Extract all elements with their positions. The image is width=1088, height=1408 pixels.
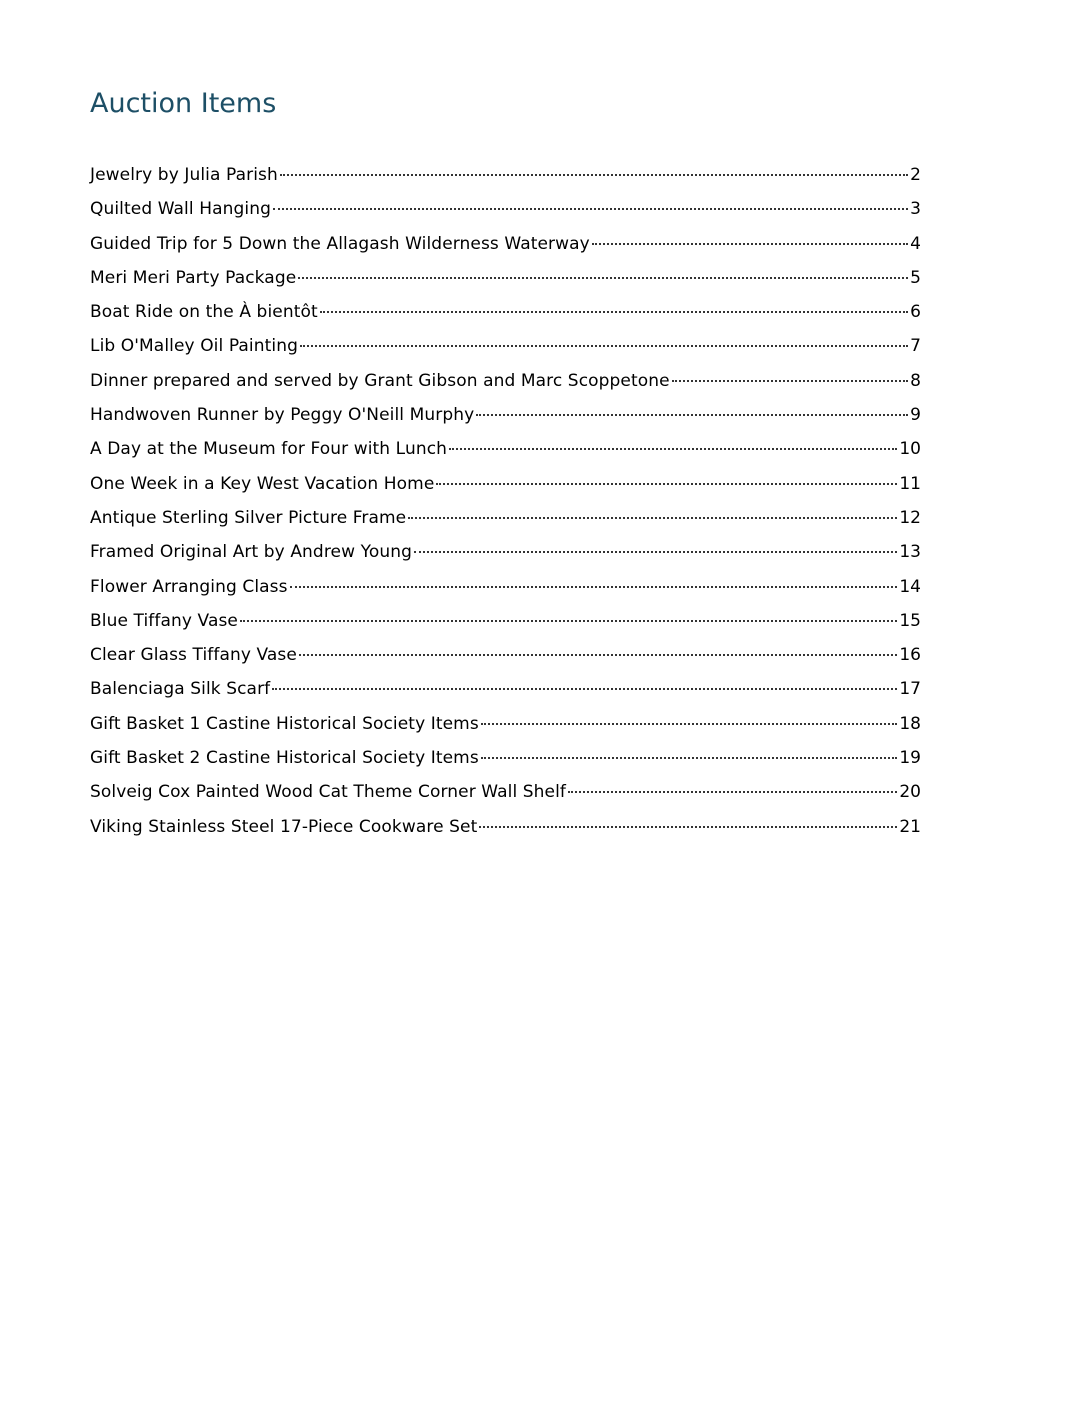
toc-entry-page-number: 19 xyxy=(899,748,921,769)
dot-leader xyxy=(672,379,908,382)
dot-leader xyxy=(568,790,897,793)
toc-entry-page-number: 5 xyxy=(910,267,921,288)
table-of-contents xyxy=(90,158,921,844)
toc-entry-label: Viking Stainless Steel 17-Piece Cookware Set xyxy=(90,816,478,837)
toc-entry-label: Solveig Cox Painted Wood Cat Theme Corner Wall Shelf xyxy=(90,782,567,803)
dot-leader xyxy=(320,310,908,313)
toc-entry-label: Jewelry by Julia Parish xyxy=(90,165,278,185)
toc-entry-page-number: 7 xyxy=(910,336,921,357)
toc-entry-page-number: 15 xyxy=(899,610,921,631)
dot-leader xyxy=(272,687,897,690)
dot-leader xyxy=(592,242,908,245)
toc-entry[interactable] xyxy=(90,158,921,192)
page-title: Auction Items xyxy=(90,88,277,119)
toc-entry-label: Antique Sterling Silver Picture Frame xyxy=(90,507,407,528)
dot-leader xyxy=(414,550,897,553)
toc-entry-page-number: 2 xyxy=(910,165,921,185)
toc-entry-page-number: 18 xyxy=(899,713,921,734)
toc-entry[interactable] xyxy=(90,570,921,604)
toc-entry-label: Framed Original Art by Andrew Young xyxy=(90,542,412,563)
toc-entry[interactable] xyxy=(90,604,921,638)
toc-entry[interactable] xyxy=(90,467,921,501)
toc-entry[interactable] xyxy=(90,329,921,363)
toc-entry[interactable] xyxy=(90,295,921,329)
toc-entry[interactable] xyxy=(90,501,921,535)
toc-entry-page-number: 9 xyxy=(910,405,921,426)
toc-entry-page-number: 14 xyxy=(899,576,921,597)
toc-entry[interactable] xyxy=(90,535,921,569)
toc-entry[interactable] xyxy=(90,741,921,775)
toc-entry-page-number: 3 xyxy=(910,199,921,220)
dot-leader xyxy=(481,756,898,759)
toc-entry-page-number: 8 xyxy=(910,370,921,391)
toc-entry-label: Dinner prepared and served by Grant Gibson and Marc Scoppetone xyxy=(90,370,670,391)
dot-leader xyxy=(300,344,908,347)
toc-entry[interactable] xyxy=(90,398,921,432)
toc-entry-label: Flower Arranging Class xyxy=(90,576,288,597)
dot-leader xyxy=(290,585,898,588)
toc-entry[interactable] xyxy=(90,192,921,226)
dot-leader xyxy=(298,276,908,279)
toc-entry-page-number: 6 xyxy=(910,302,921,323)
toc-entry-label: Guided Trip for 5 Down the Allagash Wilderness Waterway xyxy=(90,233,590,254)
toc-entry-page-number: 4 xyxy=(910,233,921,254)
toc-entry[interactable] xyxy=(90,227,921,261)
dot-leader xyxy=(240,619,897,622)
toc-entry-label: Lib O'Malley Oil Painting xyxy=(90,336,298,357)
toc-entry[interactable] xyxy=(90,364,921,398)
toc-entry[interactable] xyxy=(90,810,921,844)
toc-entry-page-number: 11 xyxy=(899,473,921,494)
toc-entry[interactable] xyxy=(90,707,921,741)
toc-entry-label: Handwoven Runner by Peggy O'Neill Murphy xyxy=(90,405,475,426)
toc-entry-page-number: 20 xyxy=(899,782,921,803)
dot-leader xyxy=(436,482,897,485)
toc-entry-label: One Week in a Key West Vacation Home xyxy=(90,473,435,494)
toc-entry[interactable] xyxy=(90,432,921,466)
toc-entry-label: Meri Meri Party Package xyxy=(90,267,297,288)
dot-leader xyxy=(476,413,908,416)
dot-leader xyxy=(273,207,908,210)
toc-entry-label: Blue Tiffany Vase xyxy=(90,610,238,631)
toc-entry[interactable] xyxy=(90,638,921,672)
toc-entry[interactable] xyxy=(90,261,921,295)
toc-entry-page-number: 12 xyxy=(899,507,921,528)
toc-entry[interactable] xyxy=(90,672,921,706)
toc-entry-page-number: 17 xyxy=(899,679,921,700)
toc-entry-label: Gift Basket 2 Castine Historical Society Items xyxy=(90,748,479,769)
dot-leader xyxy=(479,825,897,828)
dot-leader xyxy=(280,173,908,176)
dot-leader xyxy=(481,722,898,725)
toc-entry-label: Quilted Wall Hanging xyxy=(90,199,271,220)
toc-entry-label: A Day at the Museum for Four with Lunch xyxy=(90,439,448,460)
toc-entry-label: Gift Basket 1 Castine Historical Society Items xyxy=(90,713,479,734)
dot-leader xyxy=(299,653,897,656)
toc-entry-label: Clear Glass Tiffany Vase xyxy=(90,645,297,666)
toc-entry-page-number: 13 xyxy=(899,542,921,563)
toc-entry-page-number: 10 xyxy=(899,439,921,460)
dot-leader xyxy=(449,447,897,450)
toc-entry-label: Boat Ride on the À bientôt xyxy=(90,302,318,323)
toc-entry[interactable] xyxy=(90,775,921,809)
toc-entry-label: Balenciaga Silk Scarf xyxy=(90,679,271,700)
toc-entry-page-number: 21 xyxy=(899,816,921,837)
toc-entry-page-number: 16 xyxy=(899,645,921,666)
dot-leader xyxy=(408,516,897,519)
